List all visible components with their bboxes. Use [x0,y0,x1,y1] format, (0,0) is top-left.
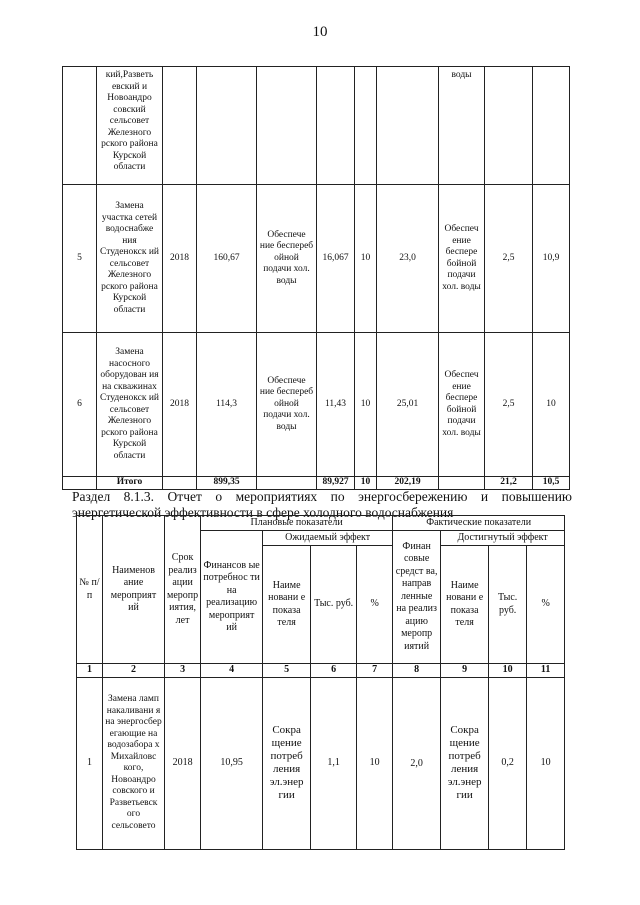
measure-name: кий,Разветь евский и Новоандро совский сельсовет Железного рского района Курской области [97,67,163,185]
page-number: 10 [312,24,328,40]
col-number-row: 1 2 3 4 5 6 7 8 9 10 11 [77,664,565,678]
total-row: Итого 899,35 89,927 10 202,19 21,2 10,5 [63,477,570,490]
table-row: 5 Замена участка сетей водоснабже ния Студенокск ий сельсовет Железного рского района Курской области 2018 160,67 Обеспече ние беспереб ойной подачи хол. воды 16,067 10 23,0 Обеспеч ение беспере бойной подачи хол. воды 2,5 10,9 [63,185,570,333]
fact-goal: воды [439,67,485,185]
col-term-header: Срок реализ ации меропр иятия, лет [165,516,201,664]
fact-group-header: Фактические показатели [393,516,565,531]
header-row [77,516,565,531]
table-row: 1 Замена ламп накаливани я на энергосбер егающие на водозабора х Михайловс кого, Новоандро совского и Разветьевск ого сельсовето 2018 10,95 Сокра щение потреб ления эл.энер гии 1,1 10 2,0 Сокра щение потреб ления эл.энер гии 0,2 10 [77,677,565,849]
plan-group-header: Плановые показатели [201,516,393,531]
achieved-effect-header: Достигнутый эффект [441,531,565,546]
section-title: Раздел 8.1.3. Отчет о мероприятиях по энергосбережению и повышению энергетической эффективности в сфере холодного водоснабжения [72,489,572,520]
table-row [63,67,570,185]
col-fact-finance-header: Финан совые средст ва, направ ленные на реализ ацию меропр иятий [393,531,441,664]
col-finance-header: Финансов ые потребнос ти на реализацию мероприят ий [201,531,263,664]
header-row: Наиме новани е показа теля Тыс. руб. % Наиме новани е показа теля Тыс. руб. % [77,546,565,664]
expected-effect-header: Ожидаемый эффект [263,531,393,546]
projects-table-continued [62,66,570,490]
col-num-header: № п/п [77,516,103,664]
col-name-header: Наименов ание мероприят ий [103,516,165,664]
table-row: 6 Замена насосного оборудован ия на скважинах Студенокск ий сельсовет Железного рского района Курской области 2018 114,3 Обеспече ние беспереб ойной подачи хол. воды 11,43 10 25,01 Обеспеч ение беспере бойной подачи хол. воды 2,5 10 [63,333,570,477]
energy-saving-table [76,515,565,850]
